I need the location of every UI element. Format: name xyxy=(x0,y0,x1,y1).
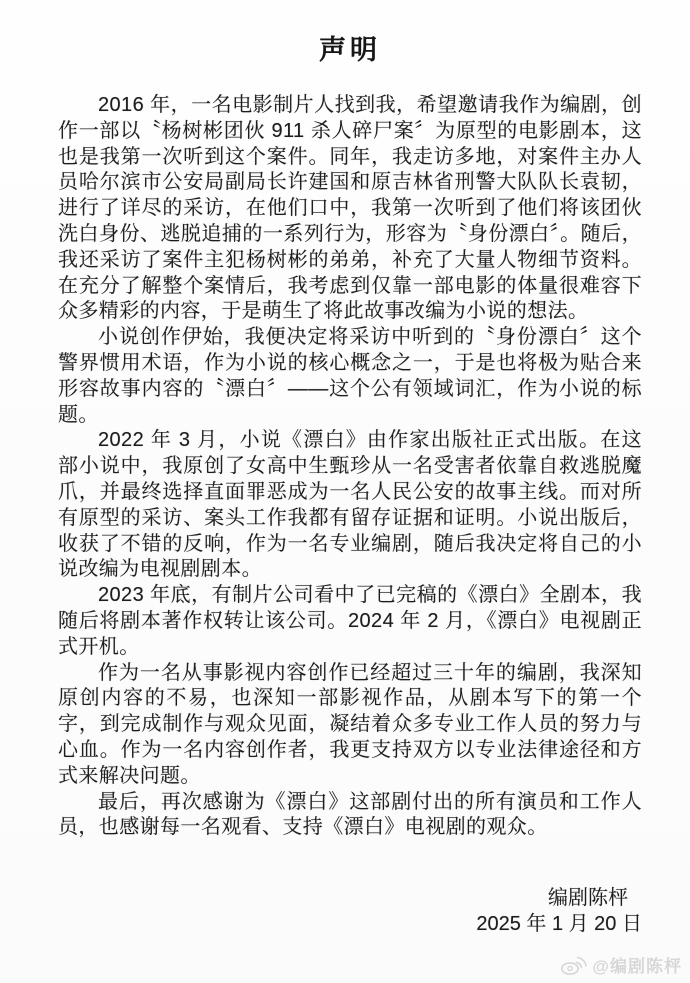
paragraph: 最后，再次感谢为《漂白》这部剧付出的所有演员和工作人员，也感谢每一名观看、支持《漂白》电视剧的观众。 xyxy=(58,790,642,839)
signature-name: 编剧陈枰 xyxy=(548,887,628,910)
paragraph: 2016 年，一名电影制片人找到我，希望邀请我作为编剧，创作一部以〝杨树彬团伙 911 杀人碎尸案〞为原型的电影剧本，这也是我第一次听到这个案件。同年，我走访多地，对案件主办人员哈尔滨市公安局副局长许建国和原吉林省刑警大队队长袁韧，进行了详尽的采访，在他们口中，我第一次听到了他们将该团伙洗白身份、逃脱追捕的一系列行为，形容为〝身份漂白〞。随后，我还采访了案件主犯杨树彬的弟弟，补充了大量人物细节资料。在充分了解整个案情后，我考虑到仅靠一部电影的体量很难容下众多精彩的内容，于是萌生了将此故事改编为小说的想法。 xyxy=(58,94,642,323)
paragraph: 小说创作伊始，我便决定将采访中听到的〝身份漂白〞这个警界惯用术语，作为小说的核心概念之一，于是也将极为贴合来形容故事内容的〝漂白〞——这个公有领域词汇，作为小说的标题。 xyxy=(58,326,642,426)
watermark-text: @编剧陈枰 xyxy=(592,957,682,976)
paragraph: 作为一名从事影视内容创作已经超过三十年的编剧，我深知原创内容的不易，也深知一部影视作品，从剧本写下的第一个字，到完成制作与观众见面，凝结着众多专业工作人员的努力与心血。作为一名内容创作者，我更支持双方以专业法律途径和方式来解决问题。 xyxy=(58,661,642,787)
paragraph: 2023 年底，有制片公司看中了已完稿的《漂白》全剧本，我随后将剧本著作权转让该公司。2024 年 2 月，《漂白》电视剧正式开机。 xyxy=(58,584,642,658)
statement-body xyxy=(58,93,642,841)
watermark xyxy=(560,952,682,977)
signature-date: 2025 年 1 月 20 日 xyxy=(476,913,642,936)
paragraph: 2022 年 3 月，小说《漂白》由作家出版社正式出版。在这部小说中，我原创了女高中生甄珍从一名受害者依靠自救逃脱魔爪，并最终选择直面罪恶成为一名人民公安的故事主线。而对所有原型的采访、案头工作我都有留存证据和证明。小说出版后，收获了不错的反响，作为一名专业编剧，随后我决定将自己的小说改编为电视剧剧本。 xyxy=(58,429,642,581)
statement-title: 声明 xyxy=(319,35,381,65)
weibo-icon xyxy=(560,953,587,976)
signature-block xyxy=(58,885,642,937)
